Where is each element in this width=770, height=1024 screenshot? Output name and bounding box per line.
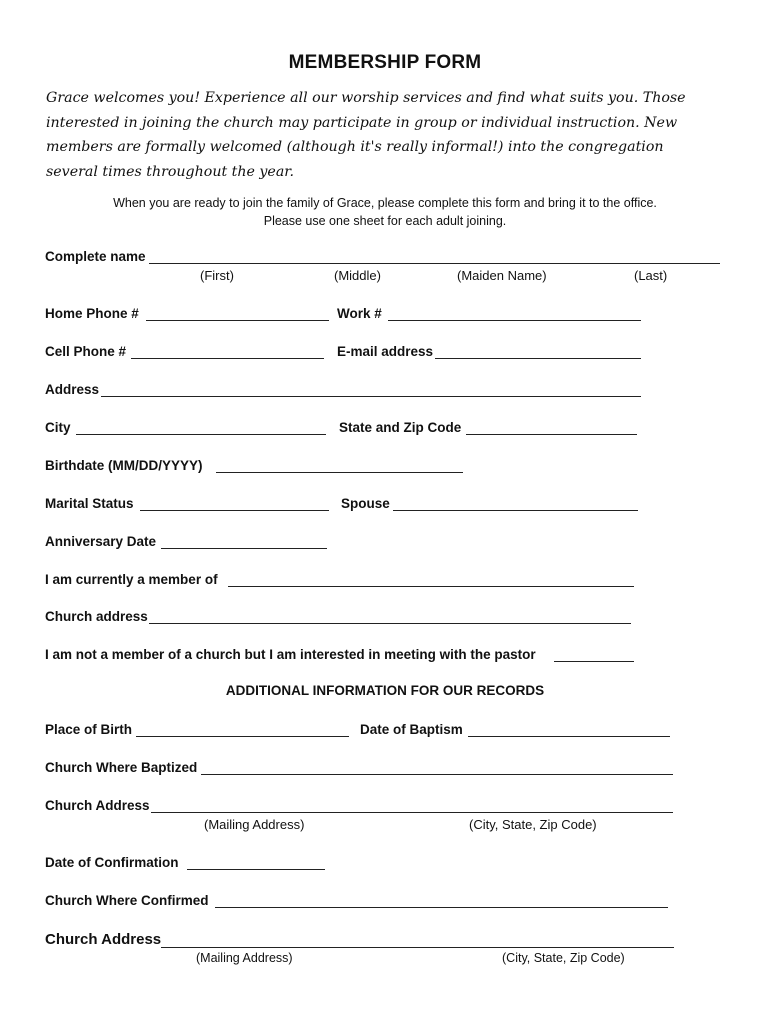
cell-phone-field[interactable]	[131, 358, 324, 359]
marital-status-field[interactable]	[140, 510, 329, 511]
address-field[interactable]	[101, 396, 641, 397]
church-where-confirmed-field[interactable]	[215, 907, 668, 908]
confirmation-church-address-label: Church Address	[45, 931, 162, 948]
cell-phone-label: Cell Phone #	[45, 344, 127, 359]
state-zip-field[interactable]	[466, 434, 637, 435]
email-label: E-mail address	[337, 344, 434, 359]
mailing-address-caption: (Mailing Address)	[196, 951, 293, 965]
current-member-label: I am currently a member of	[45, 572, 218, 587]
address-label: Address	[45, 382, 100, 397]
work-phone-field[interactable]	[388, 320, 641, 321]
birthdate-label: Birthdate (MM/DD/YYYY)	[45, 458, 203, 473]
church-address-field[interactable]	[149, 623, 631, 624]
city-field[interactable]	[76, 434, 326, 435]
place-of-birth-field[interactable]	[136, 736, 349, 737]
city-state-zip-caption: (City, State, Zip Code)	[502, 951, 625, 965]
church-where-baptized-label: Church Where Baptized	[45, 760, 198, 775]
not-member-field[interactable]	[554, 661, 634, 662]
form-title: MEMBERSHIP FORM	[288, 52, 482, 73]
intro-line: Grace welcomes you! Experience all our worship services and find what suits you. Those	[46, 90, 686, 106]
baptism-church-address-label: Church Address	[45, 798, 150, 813]
mailing-address-caption: (Mailing Address)	[204, 817, 305, 832]
home-phone-label: Home Phone #	[45, 306, 139, 321]
additional-info-heading: ADDITIONAL INFORMATION FOR OUR RECORDS	[225, 683, 545, 698]
intro-line: members are formally welcomed (although it's really informal!) into the congregation	[46, 139, 664, 155]
confirmation-church-address-field[interactable]	[161, 947, 674, 948]
not-member-label: I am not a member of a church but I am interested in meeting with the pastor	[45, 647, 536, 662]
complete-name-field[interactable]	[149, 263, 720, 264]
spouse-label: Spouse	[341, 496, 390, 511]
last-name-caption: (Last)	[634, 268, 668, 283]
intro-line: several times throughout the year.	[46, 163, 295, 180]
place-of-birth-label: Place of Birth	[45, 722, 133, 737]
church-where-baptized-field[interactable]	[201, 774, 673, 775]
date-of-confirmation-field[interactable]	[187, 869, 325, 870]
intro-line: interested in joining the church may participate in group or individual instruction. New	[46, 114, 678, 131]
home-phone-field[interactable]	[146, 320, 329, 321]
first-name-caption: (First)	[200, 268, 234, 283]
complete-name-label: Complete name	[45, 249, 146, 264]
state-zip-label: State and Zip Code	[339, 420, 462, 435]
date-of-baptism-field[interactable]	[468, 736, 670, 737]
city-label: City	[45, 420, 71, 435]
anniversary-field[interactable]	[161, 548, 327, 549]
instructions-line-1: When you are ready to join the family of Grace, please complete this form and bring it to the office.	[113, 196, 657, 210]
middle-name-caption: (Middle)	[334, 268, 381, 283]
anniversary-label: Anniversary Date	[45, 534, 157, 549]
work-phone-label: Work #	[337, 306, 382, 321]
instructions-line-2: Please use one sheet for each adult joining.	[263, 214, 507, 228]
date-of-baptism-label: Date of Baptism	[360, 722, 463, 737]
baptism-church-address-field[interactable]	[151, 812, 673, 813]
email-field[interactable]	[435, 358, 641, 359]
birthdate-field[interactable]	[216, 472, 463, 473]
maiden-name-caption: (Maiden Name)	[457, 268, 547, 283]
marital-status-label: Marital Status	[45, 496, 134, 511]
date-of-confirmation-label: Date of Confirmation	[45, 855, 179, 870]
city-state-zip-caption: (City, State, Zip Code)	[469, 817, 597, 832]
church-address-label: Church address	[45, 609, 148, 624]
spouse-field[interactable]	[393, 510, 638, 511]
intro-paragraph	[46, 86, 736, 184]
church-where-confirmed-label: Church Where Confirmed	[45, 893, 209, 908]
current-member-field[interactable]	[228, 586, 634, 587]
